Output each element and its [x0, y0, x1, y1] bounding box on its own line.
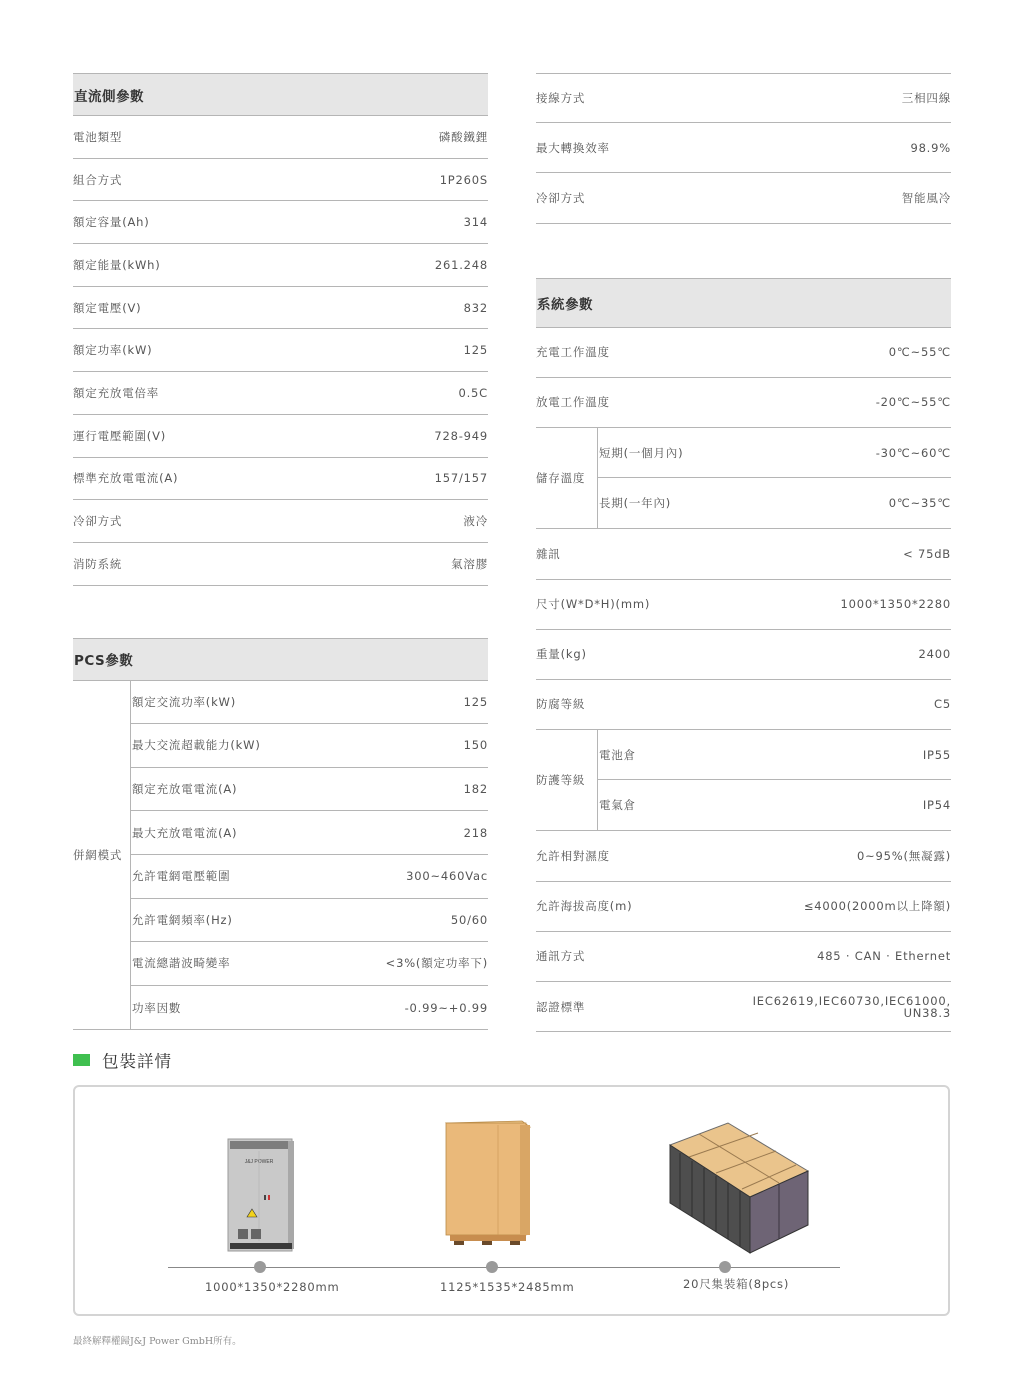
table-row — [536, 73, 951, 123]
table-row — [131, 681, 488, 725]
row-value: 磷酸鐵鋰 — [438, 129, 488, 144]
table-row — [131, 986, 488, 1030]
row-label: 額定充放電倍率 — [73, 385, 160, 400]
table-row — [131, 855, 488, 899]
cabinet-logo: J&J POWER — [244, 1159, 274, 1165]
row-value: 1000*1350*2280 — [840, 597, 951, 612]
table-row — [73, 415, 488, 458]
row-label: 允許海拔高度(m) — [536, 899, 633, 914]
storage-temp-label: 儲存溫度 — [536, 428, 598, 528]
row-label: 消防系統 — [73, 556, 123, 571]
row-label: 認證標準 — [536, 999, 586, 1014]
table-row — [131, 724, 488, 768]
table-row — [536, 580, 951, 630]
row-value: 261.248 — [434, 257, 488, 272]
row-label: 額定容量(Ah) — [73, 215, 150, 230]
row-label: 允許相對濕度 — [536, 849, 610, 864]
row-value: 2400 — [918, 647, 951, 662]
table-row — [536, 630, 951, 680]
cabinet-image — [226, 1137, 298, 1255]
table-row — [536, 982, 951, 1032]
cert-line-1: IEC62619,IEC60730,IEC61000, — [752, 993, 951, 1008]
row-value: 1P260S — [439, 172, 488, 187]
row-label: 雜訊 — [536, 546, 561, 561]
row-value — [753, 995, 951, 1019]
row-value: IP54 — [922, 798, 951, 813]
protection-rows — [598, 730, 951, 830]
row-label: 最大充放電電流(A) — [132, 825, 238, 840]
row-label: 額定能量(kWh) — [73, 257, 161, 272]
protection-group — [536, 730, 951, 831]
grid-mode-label: 併網模式 — [73, 681, 131, 1030]
row-value: 智能風冷 — [901, 190, 951, 205]
row-value: 液冷 — [463, 514, 488, 529]
row-label: 額定功率(kW) — [73, 343, 153, 358]
row-value: IP55 — [922, 747, 951, 762]
row-label: 允許電網電壓範圍 — [132, 869, 231, 884]
table-row — [598, 780, 951, 830]
row-label: 冷卻方式 — [73, 514, 123, 529]
row-label: 運行電壓範圍(V) — [73, 428, 167, 443]
storage-temp-group — [536, 428, 951, 529]
table-row — [598, 478, 951, 528]
row-value: <3%(額定功率下) — [385, 956, 488, 971]
system-section-title: 系統參數 — [537, 296, 593, 313]
row-label: 防腐等級 — [536, 697, 586, 712]
row-value: 三相四線 — [901, 91, 951, 106]
row-value: 485 · CAN · Ethernet — [817, 949, 951, 964]
wooden-crate-image — [440, 1117, 536, 1247]
timeline-dot — [719, 1261, 731, 1273]
row-label: 最大轉換效率 — [536, 140, 610, 155]
table-row — [598, 730, 951, 780]
dc-section-header — [73, 73, 488, 116]
table-row — [73, 543, 488, 586]
footer-note: 最終解釋權歸J&J Power GmbH所有。 — [73, 1336, 242, 1347]
row-label: 重量(kg) — [536, 647, 587, 662]
pcs-section-header — [73, 638, 488, 681]
table-row — [131, 768, 488, 812]
row-value: 0.5C — [458, 385, 488, 400]
row-label: 額定交流功率(kW) — [132, 694, 237, 709]
row-label: 電氣倉 — [599, 798, 636, 813]
row-value: 125 — [463, 694, 488, 709]
table-row — [73, 287, 488, 330]
row-label: 最大交流超載能力(kW) — [132, 738, 261, 753]
table-row — [131, 899, 488, 943]
left-column — [73, 73, 488, 1030]
table-row — [598, 428, 951, 478]
row-value: 125 — [463, 343, 488, 358]
row-label: 組合方式 — [73, 172, 123, 187]
section-spacer — [536, 224, 951, 278]
table-row — [73, 159, 488, 202]
table-row — [73, 372, 488, 415]
row-value: 98.9% — [910, 140, 951, 155]
row-label: 電流總諧波畸變率 — [132, 956, 231, 971]
table-row — [536, 680, 951, 730]
row-value: < 75dB — [903, 546, 951, 561]
row-label: 充電工作溫度 — [536, 345, 610, 360]
table-row — [536, 123, 951, 173]
row-label: 額定充放電電流(A) — [132, 782, 238, 797]
shipping-container-image — [664, 1117, 814, 1257]
row-value: 218 — [463, 825, 488, 840]
system-section-header — [536, 278, 951, 328]
row-label: 冷卻方式 — [536, 190, 586, 205]
row-label: 允許電網頻率(Hz) — [132, 912, 233, 927]
row-value: 728-949 — [434, 428, 488, 443]
packaging-title: 包裝詳情 — [102, 1052, 172, 1071]
protection-label: 防護等級 — [536, 730, 598, 830]
table-row — [536, 328, 951, 378]
row-label: 電池倉 — [599, 747, 636, 762]
row-value: 0℃~55℃ — [888, 345, 951, 360]
row-value: -20℃~55℃ — [875, 395, 951, 410]
table-row — [131, 811, 488, 855]
row-value: ≤4000(2000m以上降額) — [803, 899, 951, 914]
row-label: 短期(一個月內) — [599, 445, 684, 460]
row-value: 50/60 — [450, 912, 488, 927]
row-label: 電池類型 — [73, 129, 123, 144]
row-value: 314 — [463, 215, 488, 230]
pcs-grid-group — [73, 681, 488, 1031]
row-value: 氣溶膠 — [451, 556, 488, 571]
row-label: 接線方式 — [536, 91, 586, 106]
table-row — [73, 201, 488, 244]
table-row — [536, 932, 951, 982]
container-caption: 20尺集裝箱(8pcs) — [683, 1277, 790, 1291]
section-spacer — [73, 586, 488, 638]
row-label: 通訊方式 — [536, 949, 586, 964]
table-row — [73, 244, 488, 287]
packaging-timeline — [168, 1267, 840, 1268]
row-value: 0℃~35℃ — [888, 496, 951, 511]
table-row — [536, 378, 951, 428]
table-row — [73, 458, 488, 501]
row-label: 標準充放電電流(A) — [73, 471, 179, 486]
dc-section-title: 直流側參數 — [74, 88, 144, 105]
row-value: 157/157 — [434, 471, 488, 486]
right-column — [536, 73, 951, 1032]
table-row — [536, 529, 951, 579]
table-row — [536, 831, 951, 881]
timeline-dot — [486, 1261, 498, 1273]
dc-table — [73, 116, 488, 586]
packaging-heading — [73, 1048, 172, 1072]
table-row — [73, 500, 488, 543]
cabinet-caption: 1000*1350*2280mm — [205, 1280, 340, 1294]
row-value: 300~460Vac — [406, 869, 488, 884]
row-label: 放電工作溫度 — [536, 395, 610, 410]
table-row — [536, 882, 951, 932]
row-value: -0.99~+0.99 — [404, 1000, 488, 1015]
timeline-dot — [254, 1261, 266, 1273]
row-label: 額定電壓(V) — [73, 300, 142, 315]
table-row — [73, 329, 488, 372]
row-value: C5 — [934, 697, 951, 712]
row-value: -30℃~60℃ — [875, 445, 951, 460]
pcs-rows — [131, 681, 488, 1030]
table-row — [73, 116, 488, 159]
row-label: 功率因數 — [132, 1000, 182, 1015]
row-value: 150 — [463, 738, 488, 753]
row-value: 182 — [463, 782, 488, 797]
table-row — [536, 173, 951, 223]
crate-caption: 1125*1535*2485mm — [440, 1280, 575, 1294]
cert-line-2: UN38.3 — [903, 1005, 951, 1020]
row-label: 長期(一年內) — [599, 496, 672, 511]
green-square-icon — [73, 1054, 90, 1066]
table-row — [131, 942, 488, 986]
row-label: 尺寸(W*D*H)(mm) — [536, 597, 651, 612]
storage-temp-rows — [598, 428, 951, 528]
pcs-section-title: PCS參數 — [74, 653, 134, 670]
row-value: 0~95%(無凝露) — [857, 849, 951, 864]
row-value: 832 — [463, 300, 488, 315]
